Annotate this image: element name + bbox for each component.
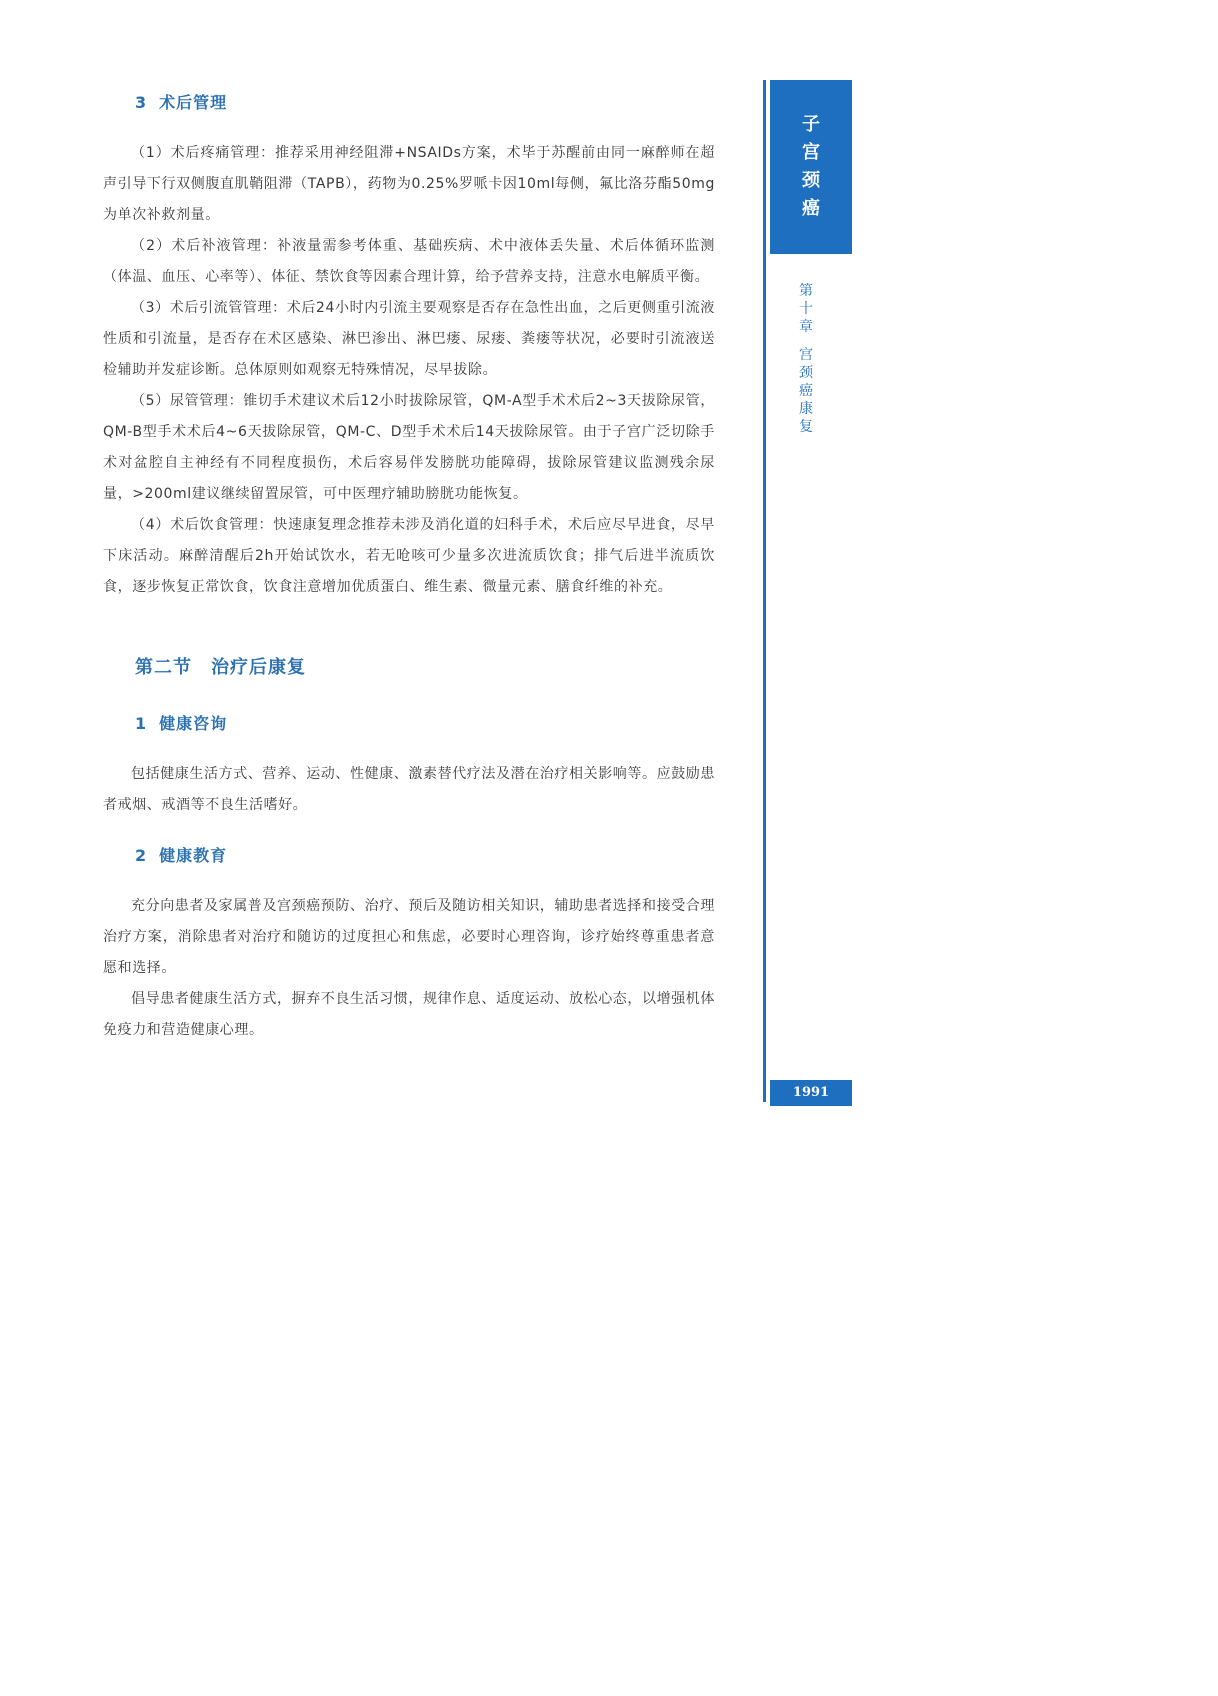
chapter-char: 章 — [799, 319, 813, 335]
paragraph-catheter: （5）尿管管理：锥切手术建议术后12小时拔除尿管，QM-A型手术术后2~3天拔除尿管，QM-B型手术术后4~6天拔除尿管，QM-C、D型手术术后14天拔除尿管。由于子宫广泛切除手术对盆腔自主神经有不同程度损伤，术后容易伴发膀胱功能障碍，拔除尿管建议监测残余尿量，>200ml建议继续留置尿管，可中医理疗辅助膀胱功能恢复。 — [103, 393, 715, 502]
main-content — [103, 86, 715, 1046]
paragraph-fluid: （2）术后补液管理：补液量需参考体重、基础疾病、术中液体丢失量、术后体循环监测（体温、血压、心率等）、体征、禁饮食等因素合理计算，给予营养支持，注意水电解质平衡。 — [103, 238, 715, 285]
chapter-char: 康 — [799, 401, 813, 417]
chapter-char: 宫 — [799, 347, 813, 363]
chapter-tab — [770, 80, 852, 254]
tab-char: 颈 — [802, 170, 820, 191]
subsection-title: 健康教育 — [159, 846, 228, 865]
chapter-label — [796, 282, 816, 436]
paragraph-lifestyle: 倡导患者健康生活方式，摒弃不良生活习惯，规律作息、适度运动、放松心态，以增强机体免疫力和营造健康心理。 — [103, 991, 715, 1038]
chapter-char: 颈 — [799, 365, 813, 381]
subsection-number: 3 — [135, 93, 148, 112]
subsection-title: 术后管理 — [159, 93, 228, 112]
paragraph-education: 充分向患者及家属普及宫颈癌预防、治疗、预后及随访相关知识，辅助患者选择和接受合理治疗方案，消除患者对治疗和随访的过度担心和焦虑，必要时心理咨询，诊疗始终尊重患者意愿和选择。 — [103, 898, 715, 976]
paragraph-diet: （4）术后饮食管理：快速康复理念推荐未涉及消化道的妇科手术，术后应尽早进食，尽早下床活动。麻醉清醒后2h开始试饮水，若无呛咳可少量多次进流质饮食；排气后进半流质饮食，逐步恢复正常饮食，饮食注意增加优质蛋白、维生素、微量元素、膳食纤维的补充。 — [103, 517, 715, 595]
subsection-number: 1 — [135, 714, 148, 733]
chapter-char: 十 — [799, 301, 813, 317]
tab-char: 子 — [802, 114, 820, 135]
page-number: 1991 — [770, 1080, 852, 1106]
section-heading: 第二节 治疗后康复 — [135, 657, 306, 678]
chapter-char: 第 — [799, 283, 813, 299]
margin-rule — [763, 80, 766, 1102]
subsection-title: 健康咨询 — [159, 714, 228, 733]
tab-char: 癌 — [802, 198, 820, 219]
chapter-char: 癌 — [799, 383, 813, 399]
subsection-number: 2 — [135, 846, 148, 865]
subsection-heading-education — [135, 839, 715, 873]
subsection-heading-consult — [135, 707, 715, 741]
subsection-heading-postop — [135, 86, 715, 120]
tab-char: 宫 — [802, 142, 820, 163]
chapter-char: 复 — [799, 419, 813, 435]
paragraph-drainage: （3）术后引流管管理：术后24小时内引流主要观察是否存在急性出血，之后更侧重引流液性质和引流量，是否存在术区感染、淋巴渗出、淋巴瘘、尿瘘、粪瘘等状况，必要时引流液送检辅助并发症诊断。总体原则如观察无特殊情况，尽早拔除。 — [103, 300, 715, 378]
paragraph-pain: （1）术后疼痛管理：推荐采用神经阻滞+NSAIDs方案，术毕于苏醒前由同一麻醉师在超声引导下行双侧腹直肌鞘阻滞（TAPB），药物为0.25%罗哌卡因10ml每侧，氟比洛芬酯50mg为单次补救剂量。 — [103, 145, 715, 223]
paragraph-consult: 包括健康生活方式、营养、运动、性健康、激素替代疗法及潜在治疗相关影响等。应鼓励患者戒烟、戒酒等不良生活嗜好。 — [103, 766, 715, 813]
